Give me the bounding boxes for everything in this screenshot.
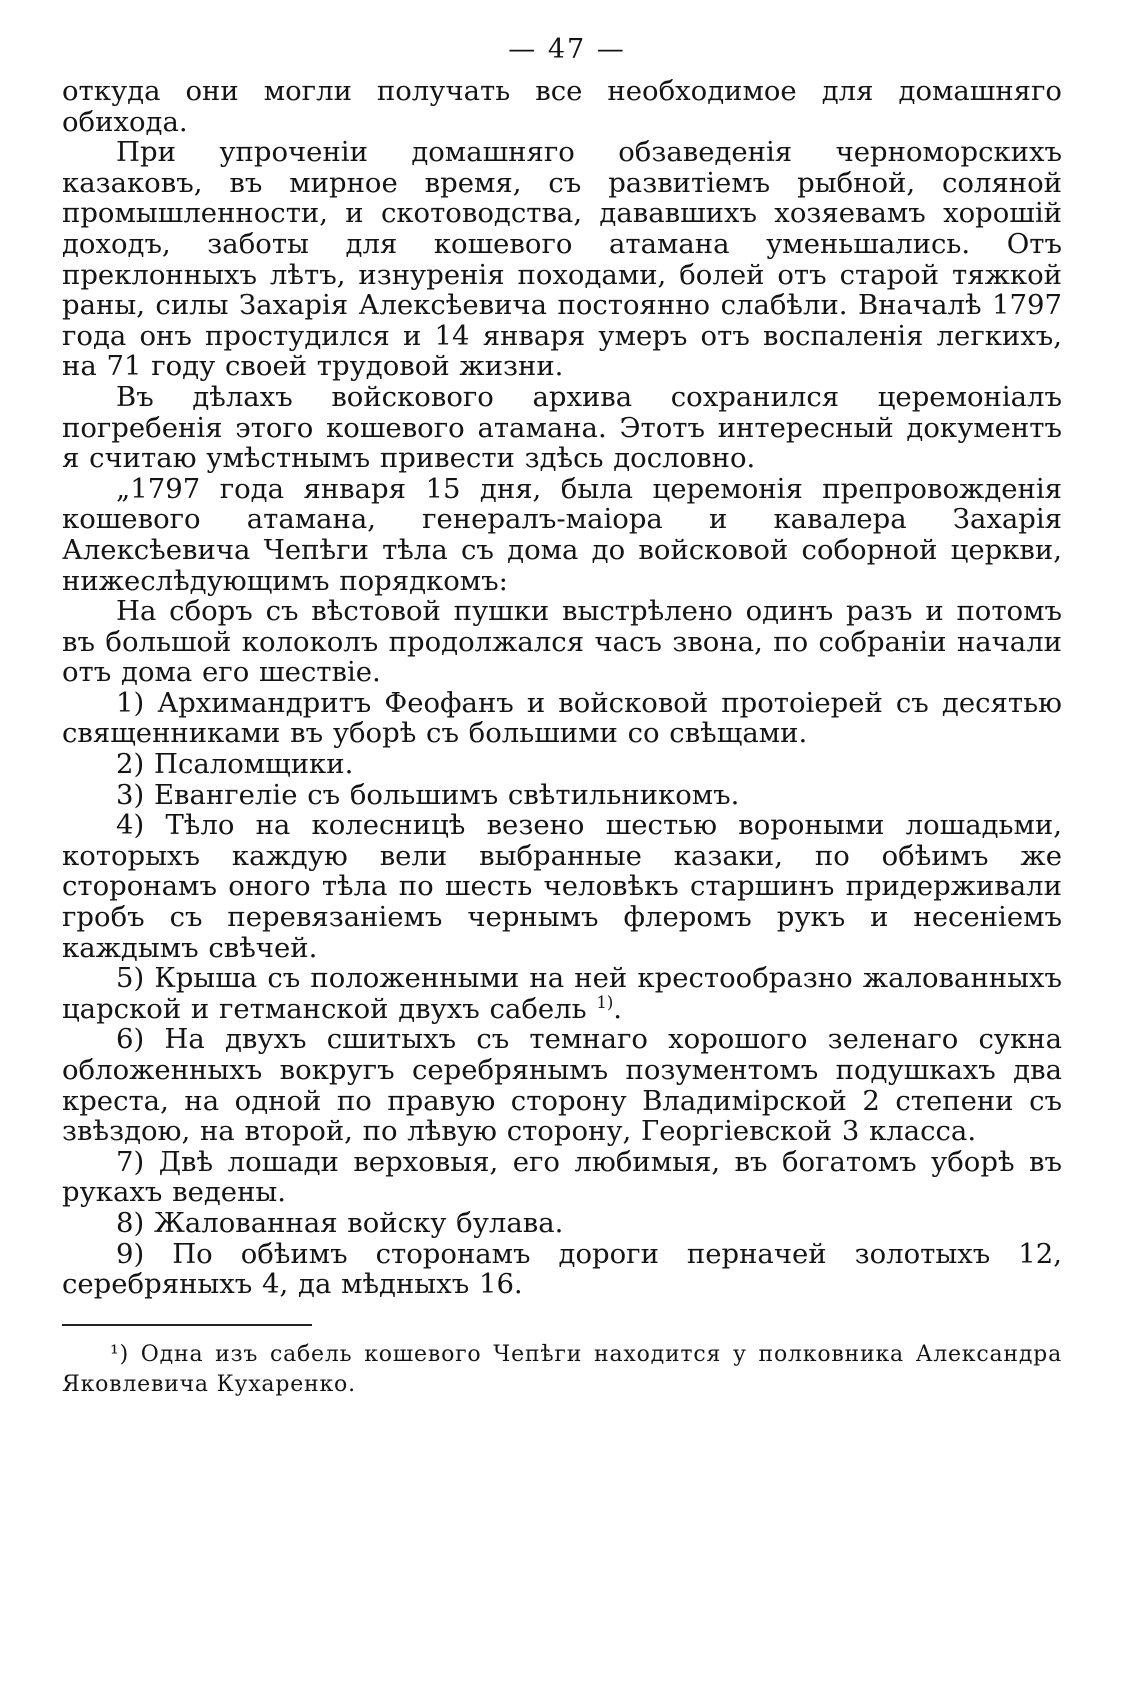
list-item-5-end: .: [613, 992, 623, 1025]
paragraph-ceremony-intro: „1797 года января 15 дня, была церемонія препровожденія кошевого атамана, генералъ-маіора и кавалера Захарія Алексѣевича Чепѣги тѣла съ дома до войсковой соборной церкви, нижеслѣдующимъ порядкомъ:: [62, 472, 1062, 597]
list-item-9: 9) По обѣимъ сторонамъ дороги перначей золотыхъ 12, серебряныхъ 4, да мѣдныхъ 16.: [62, 1237, 1062, 1301]
paragraph-continuation: откуда они могли получать все необходимое для домашняго обихода.: [62, 75, 1062, 138]
page-number: — 47 —: [508, 34, 626, 65]
footnote-marker: ¹): [110, 1341, 130, 1367]
list-item-3: 3) Евангеліе съ большимъ свѣтильникомъ.: [116, 778, 740, 811]
paragraph-archive: Въ дѣлахъ войскового архива сохранился церемоніалъ погребенія этого кошевого атамана. Этотъ интересный документъ я считаю умѣстнымъ привести здѣсь дословно.: [62, 380, 1062, 475]
list-item-4: 4) Тѣло на колесницѣ везено шестью вороными лошадьми, которыхъ каждую вели выбранные казаки, по обѣимъ же сторонамъ оного тѣла по шесть человѣкъ старшинъ придерживали гробъ съ перевязаніемъ чернымъ флеромъ рукъ и несеніемъ каждымъ свѣчей.: [62, 809, 1062, 964]
list-item-6: 6) На двухъ сшитыхъ съ темнаго хорошого зеленаго сукна обложенныхъ вокругъ серебрянымъ позументомъ подушкахъ два креста, на одной по правую сторону Владимірской 2 степени съ звѣздою, на второй, по лѣвую сторону, Георгіевской 3 класса.: [62, 1023, 1062, 1148]
list-item-1: 1) Архимандритъ Феофанъ и войсковой протоіерей съ десятью священниками въ уборѣ съ большими со свѣщами.: [62, 686, 1062, 750]
paragraph-cannon-shot: На сборъ съ вѣстовой пушки выстрѣлено одинъ разъ и потомъ въ большой колоколъ продолжался часъ звона, по собраніи начали отъ дома его шествіе.: [62, 595, 1062, 689]
paragraph-chepega-illness: При упроченіи домашняго обзаведенія черноморскихъ казаковъ, въ мирное время, съ развитіемъ рыбной, соляной промышленности, и скотоводства, дававшихъ хозяевамъ хорошій доходъ, заботы для кошевого атамана уменьшались. Отъ преклонныхъ лѣтъ, изнуренія походами, болей отъ старой тяжкой раны, силы Захарія Алексѣевича постоянно слабѣли. Вначалѣ 1797 года онъ простудился и 14 января умеръ отъ воспаленія легкихъ, на 71 году своей трудовой жизни.: [62, 136, 1062, 383]
footnote-divider: [62, 1324, 312, 1326]
list-item-7: 7) Двѣ лошади верховыя, его любимыя, въ богатомъ уборѣ въ рукахъ ведены.: [62, 1145, 1062, 1209]
list-item-5-text: 5) Крыша съ положенными на ней крестообразно жалованныхъ царской и гетманской двухъ сабель: [62, 962, 1062, 1025]
footnote: [62, 1340, 1062, 1400]
footnote-reference[interactable]: 1): [596, 992, 614, 1012]
list-item-8: 8) Жалованная войску булава.: [116, 1206, 564, 1239]
list-item-2: 2) Псаломщики.: [116, 748, 354, 781]
footnote-text: Одна изъ сабель кошевого Чепѣги находится у полковника Александра Яковлевича Кухаренко.: [62, 1341, 1062, 1397]
list-item-5: [62, 963, 1062, 1024]
book-page: [62, 24, 1062, 1400]
